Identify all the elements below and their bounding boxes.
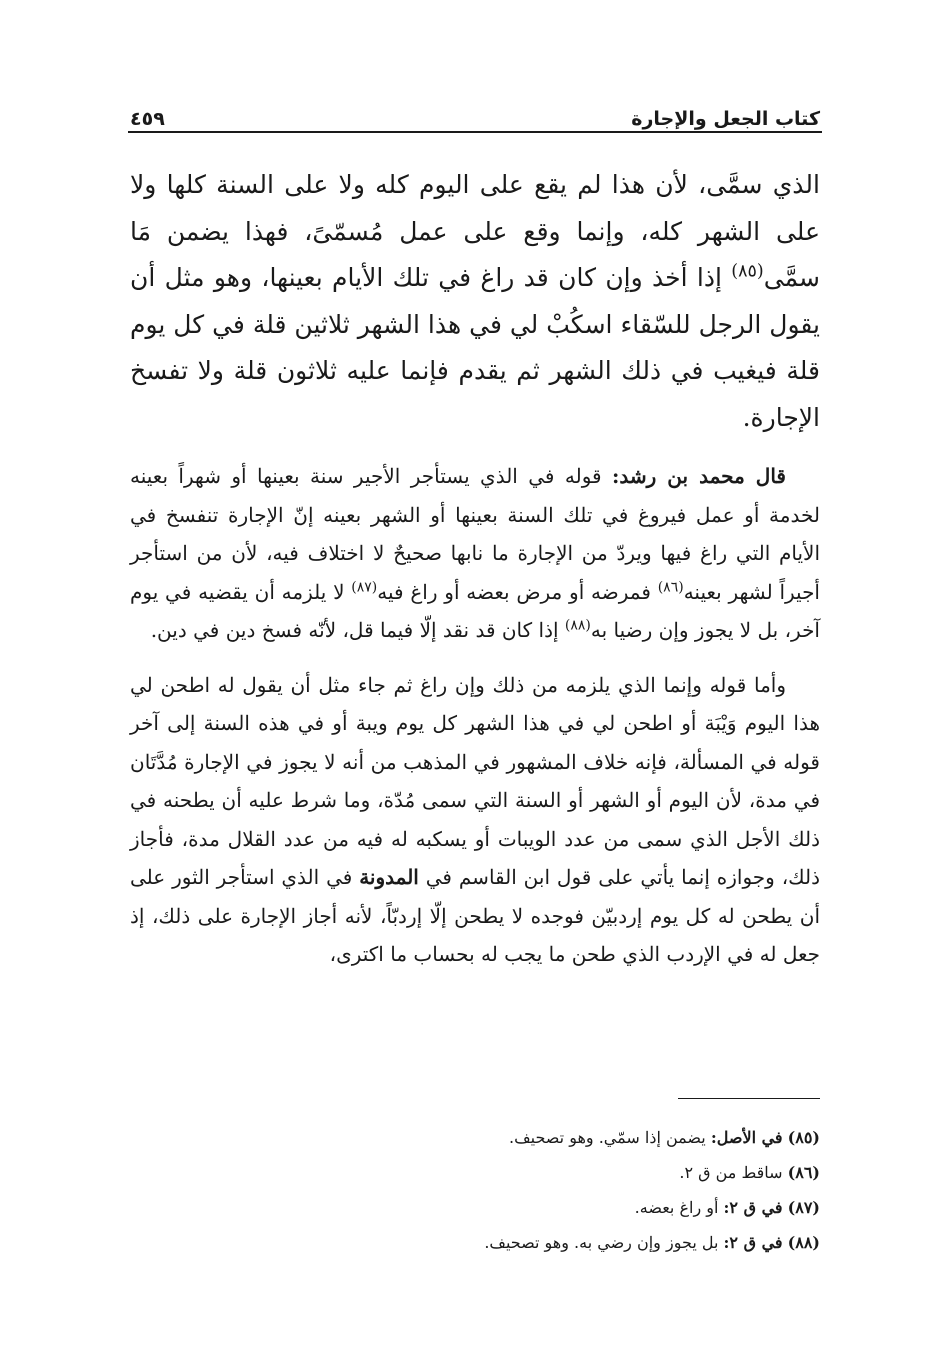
footnotes: [180, 1120, 820, 1260]
footnote-ref-87: (٨٧): [351, 578, 378, 595]
footnote-88: [180, 1225, 820, 1260]
page-header: [130, 98, 820, 130]
paragraph-1: [130, 162, 820, 441]
paragraph-2: [130, 457, 820, 650]
footnote-ref-85: (٨٥): [731, 261, 764, 282]
footnote-separator: [678, 1098, 820, 1099]
footnote-number: (٨٧): [787, 1198, 820, 1217]
paragraph-3: [130, 666, 820, 974]
paragraph-2-text-d: إذا كان قد نقد إلّا فيما قل، لأنّه فسخ دين في دين.: [150, 618, 565, 642]
footnote-87: [180, 1190, 820, 1225]
footnote-label: في الأصل:: [710, 1128, 783, 1147]
speaker-label: قال محمد بن رشد:: [612, 464, 786, 488]
footnote-number: (٨٨): [787, 1233, 820, 1252]
footnote-ref-88: (٨٨): [564, 617, 591, 634]
footnote-text: ساقط من ق ٢.: [679, 1163, 788, 1182]
header-rule: [128, 131, 822, 133]
footnote-85: [180, 1120, 820, 1155]
footnote-ref-86: (٨٦): [657, 578, 684, 595]
footnote-text: يضمن إذا سمّي. وهو تصحيف.: [508, 1128, 711, 1147]
paragraph-3-text-b: في الذي استأجر الثور على أن يطحن له كل يوم إردبيّن فوجده لا يطحن إلّا إردبّاً، لأنه أجاز الإجارة على ذلك، إذ جعل له في الإردب الذي طحن ما يجب له بحساب ما اكترى،: [130, 865, 820, 966]
page-number: ٤٥٩: [130, 108, 165, 130]
paragraph-2-text-b: فمرضه أو مرض بعضه أو راغ فيه: [377, 579, 658, 604]
footnote-label: في ق ٢:: [723, 1198, 783, 1217]
paragraph-2-text-a: قوله في الذي يستأجر الأجير سنة بعينها أو شهراً بعينه لخدمة أو عمل فيروغ في تلك السنة بعينها أو الشهر بعينه إنّ الإجارة تنفسخ في الأيام التي راغ فيها ويردّ من الإجارة ما نابها صحيحٌ لا اختلاف فيه، لأن من استأجر أجيراً لشهر بعينه: [130, 464, 820, 604]
book-title-mudawwana: المدونة: [359, 865, 419, 889]
running-title: كتاب الجعل والإجارة: [631, 108, 820, 130]
paragraph-1-text-a: الذي سمَّى، لأن هذا لم يقع على اليوم كله ولا على السنة كلها ولا على الشهر كله، وإنما وقع على عمل مُسمّىً، فهذا يضمن مَا سمَّى: [130, 170, 820, 292]
footnote-label: في ق ٢:: [723, 1233, 783, 1252]
paragraph-2-text-c: لا يلزمه أن يقضيه في يوم آخر، بل لا يجوز وإن رضيا به: [130, 579, 820, 642]
footnote-86: [180, 1155, 820, 1190]
footnote-number: (٨٦): [787, 1163, 820, 1182]
main-text: [130, 162, 820, 974]
footnote-text: أو راغ بعضه.: [634, 1198, 724, 1217]
paragraph-3-text-a: وأما قوله وإنما الذي يلزمه من ذلك وإن راغ ثم جاء مثل أن يقول له اطحن لي هذا اليوم وَيْبَة أو اطحن لي في هذا الشهر كل يوم ويبة أو في هذه السنة إلى آخر قوله في المسألة، فإنه خلاف المشهور في المذهب من أنه لا يجوز في الإجارة مُدَّتَان في مدة، لأن اليوم أو الشهر أو السنة التي سمى مُدّة، وما شرط عليه أن يطحنه في ذلك الأجل الذي سمى من عدد الويبات أو يسكبه له فيه من عدد القلال مدة، فأجاز ذلك، وجوازه إنما يأتي على قول ابن القاسم في: [130, 672, 821, 889]
footnote-number: (٨٥): [787, 1128, 820, 1147]
paragraph-1-text-b: إذا أخذ وإن كان قد راغ في تلك الأيام بعينها، وهو مثل أن يقول الرجل للسّقاء اسكُبْ لي في هذا الشهر ثلاثين قلة في كل يوم قلة فيغيب في ذلك الشهر ثم يقدم فإنما عليه ثلاثون قلة ولا تفسخ الإجارة.: [130, 263, 820, 432]
footnote-text: بل يجوز وإن رضي به. وهو تصحيف.: [484, 1233, 724, 1252]
